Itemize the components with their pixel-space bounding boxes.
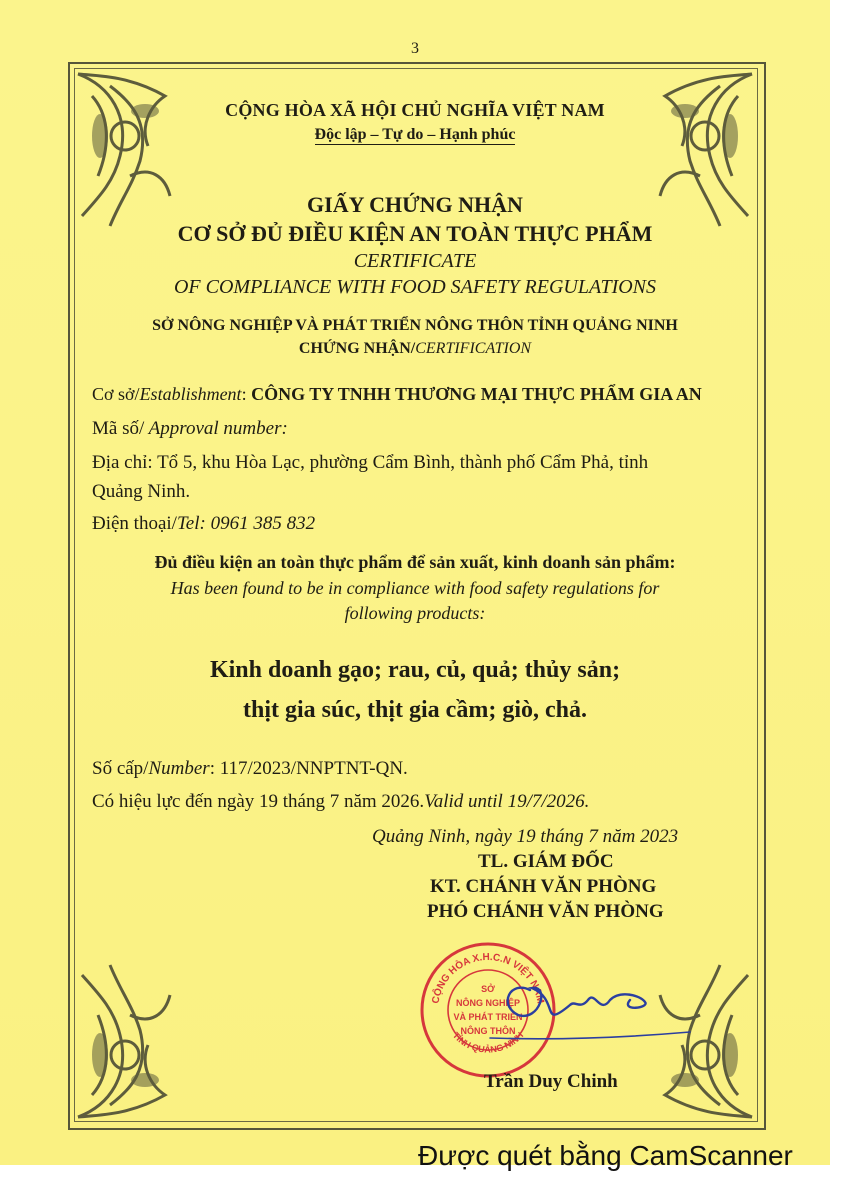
stamp-ring-text: CỘNG HÒA X.H.C.N VIỆT NAM	[430, 951, 546, 1005]
certificate-number: : 117/2023/NNPTNT-QN.	[209, 758, 408, 779]
approval-label-en: Approval number:	[144, 418, 288, 439]
certificate-title-en: CERTIFICATE	[353, 250, 477, 272]
certification-label-vi: CHỨNG NHẬN/	[298, 340, 416, 357]
establishment-label-en: Establishment	[139, 384, 242, 404]
products-line-1: Kinh doanh gạo; rau, củ, quả; thủy sản;	[209, 657, 621, 683]
certificate-title: GIẤY CHỨNG NHẬN	[307, 192, 523, 217]
scanner-watermark: Được quét bằng CamScanner	[418, 1140, 793, 1171]
signature-title-3: PHÓ CHÁNH VĂN PHÒNG	[427, 901, 664, 922]
corner-ornament-icon	[70, 955, 180, 1125]
establishment-name: CÔNG TY TNHH THƯƠNG MẠI THỰC PHẨM GIA AN	[251, 384, 702, 404]
phone-label-vi: Điện thoại/	[92, 513, 177, 534]
approval-label-vi: Mã số/	[92, 418, 145, 439]
phone-line	[92, 513, 315, 535]
certification-label	[0, 340, 830, 358]
page-number: 3	[411, 40, 419, 57]
phone-label-en: Tel: 0961 385 832	[176, 513, 316, 534]
approval-number-line	[92, 418, 288, 440]
issuing-department: SỞ NÔNG NGHIỆP VÀ PHÁT TRIỂN NÔNG THÔN TỈNH QUẢNG NINH	[152, 317, 678, 334]
motto-text: Độc lập – Tự do – Hạnh phúc	[314, 126, 516, 143]
republic-heading: CỘNG HÒA XÃ HỘI CHỦ NGHĨA VIỆT NAM	[225, 100, 605, 120]
certification-label-en: CERTIFICATION	[415, 340, 532, 357]
certificate-subtitle-en: OF COMPLIANCE WITH FOOD SAFETY REGULATIONS	[173, 276, 657, 298]
validity-line	[92, 791, 589, 813]
signer-name: Trần Duy Chinh	[484, 1071, 618, 1092]
stamp-center-3: VÀ PHÁT TRIỂN	[453, 1012, 523, 1022]
stamp-center-1: SỞ	[481, 984, 495, 994]
establishment-label-vi: Cơ sở/	[92, 384, 140, 404]
motto	[0, 126, 830, 144]
products-line-2: thịt gia súc, thịt gia cầm; giò, chả.	[243, 697, 587, 723]
establishment-line	[92, 384, 702, 405]
compliance-statement: Đủ điều kiện an toàn thực phẩm để sản xuất, kinh doanh sản phẩm:	[154, 552, 676, 572]
compliance-statement-en-2: following products:	[344, 603, 486, 623]
establishment-colon: :	[241, 384, 252, 404]
number-label-en: Number	[148, 758, 210, 779]
certificate-subtitle: CƠ SỞ ĐỦ ĐIỀU KIỆN AN TOÀN THỰC PHẨM	[177, 221, 653, 246]
address-line-1: Địa chỉ: Tổ 5, khu Hòa Lạc, phường Cẩm Bình, thành phố Cẩm Phả, tỉnh	[92, 452, 649, 473]
certificate-number-line	[92, 758, 408, 780]
validity-vi: Có hiệu lực đến ngày 19 tháng 7 năm 2026.	[92, 791, 425, 812]
signature-title-1: TL. GIÁM ĐỐC	[478, 851, 614, 872]
stamp-bottom-text: TỈNH QUẢNG NINH	[450, 1030, 526, 1055]
signature-title-2: KT. CHÁNH VĂN PHÒNG	[430, 876, 657, 897]
validity-en: Valid until 19/7/2026.	[424, 791, 590, 812]
stamp-center-4: NÔNG THÔN	[460, 1026, 516, 1036]
stamp-center-2: NÔNG NGHIỆP	[455, 998, 521, 1008]
compliance-statement-en: Has been found to be in compliance with food safety regulations for	[170, 578, 660, 598]
number-label-vi: Số cấp/	[92, 758, 149, 779]
address-line-2: Quảng Ninh.	[92, 481, 191, 502]
place-date: Quảng Ninh, ngày 19 tháng 7 năm 2023	[372, 826, 679, 847]
handwritten-signature	[470, 960, 700, 1060]
